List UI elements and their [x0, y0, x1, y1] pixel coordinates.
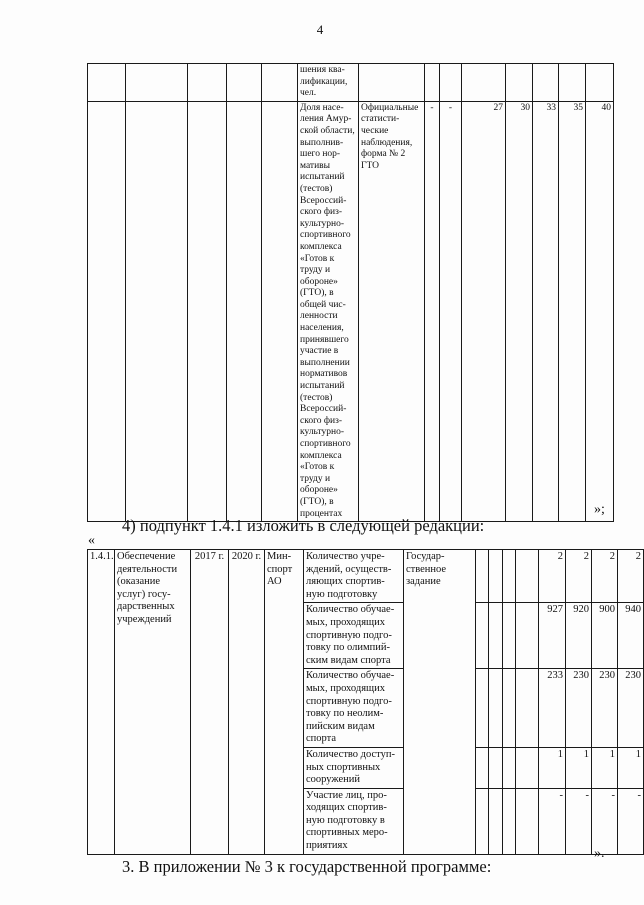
- cell-line: (ГТО), в: [300, 496, 334, 507]
- indicators-table-continued: [87, 63, 614, 522]
- table-row: [88, 550, 644, 603]
- cell-line: ским видам спорта: [306, 654, 391, 666]
- code-cell: 1.4.1.: [88, 550, 115, 855]
- value-cell: 900: [592, 603, 618, 669]
- value-cell: 927: [539, 603, 566, 669]
- cell-line: обороне»: [300, 485, 338, 496]
- value-cell: -: [592, 788, 618, 854]
- value-cell: 230: [592, 669, 618, 748]
- value-cell: 2: [618, 550, 644, 603]
- subitem-1-4-1-table: [87, 549, 644, 855]
- value-cell: 2: [566, 550, 592, 603]
- cell-line: Доля насе-: [300, 102, 344, 113]
- table-row: [88, 64, 614, 102]
- cell-line: труду и: [300, 265, 331, 276]
- value-cell: 33: [533, 101, 559, 521]
- value-cell: 920: [566, 603, 592, 669]
- value-cell: 1: [539, 747, 566, 788]
- cell-line: дарственных: [117, 601, 175, 613]
- source-cell: [359, 101, 425, 521]
- value-cell: 35: [559, 101, 586, 521]
- cell-line: спорт: [267, 563, 293, 575]
- source-cell: [404, 550, 476, 855]
- cell-line: ходящих спортив-: [306, 802, 387, 814]
- cell-line: процентах: [300, 508, 343, 519]
- value-cell: 230: [618, 669, 644, 748]
- indicator-cell: [304, 550, 404, 603]
- indicator-cell: [304, 669, 404, 748]
- cell-line: Участие лиц, про-: [306, 789, 387, 801]
- closing-quote: »;: [594, 502, 605, 517]
- cell-line: АО: [267, 576, 282, 588]
- cell-line: ского физ-: [300, 207, 343, 218]
- cell-line: ляющих спортив-: [306, 576, 385, 588]
- cell-line: «Готов к: [300, 462, 335, 473]
- cell-line: принявшего: [300, 334, 349, 345]
- cell-line: (тестов): [300, 392, 333, 403]
- cell-line: ждений, осуществ-: [306, 563, 392, 575]
- cell-line: статисти-: [361, 114, 400, 125]
- opening-quote: «: [88, 533, 95, 548]
- executor-cell: [265, 550, 304, 855]
- cell-line: (ГТО), в: [300, 288, 334, 299]
- cell-line: испытаний: [300, 172, 345, 183]
- value-cell: 27: [462, 101, 506, 521]
- cell-line: ской области,: [300, 125, 355, 136]
- cell-line: Количество учре-: [306, 551, 385, 562]
- cell-line: спортивных меро-: [306, 827, 388, 839]
- year-start-cell: 2017 г.: [191, 550, 229, 855]
- item-3-heading: 3. В приложении № 3 к государственной программе:: [122, 857, 492, 876]
- cell-line: Количество обучае-: [306, 604, 395, 616]
- cell-line: выполнении: [300, 357, 350, 368]
- value-cell: 230: [566, 669, 592, 748]
- cell-line: форма № 2: [361, 149, 406, 160]
- cell-line: наблюдения,: [361, 137, 413, 148]
- cell-line: комплекса: [300, 241, 342, 252]
- cell-line: услуг) госу-: [117, 588, 171, 600]
- cell-line: спортивную подго-: [306, 695, 392, 707]
- value-cell: 940: [618, 603, 644, 669]
- value-cell: 2: [592, 550, 618, 603]
- cell-line: ленности: [300, 311, 338, 322]
- cell-line: шего нор-: [300, 149, 341, 160]
- cell-line: нормативов: [300, 369, 348, 380]
- indicator-cell: [304, 747, 404, 788]
- cell-line: сооружений: [306, 774, 361, 786]
- cell-line: спортивного: [300, 439, 351, 449]
- cell-line: Мин-: [267, 551, 292, 562]
- cell-line: товку по неолим-: [306, 708, 384, 720]
- cell-line: культурно-: [300, 427, 345, 438]
- cell-line: ГТО: [361, 160, 380, 171]
- cell-line: товку по олимпий-: [306, 642, 390, 654]
- cell-line: Всероссий-: [300, 404, 347, 415]
- value-cell: 233: [539, 669, 566, 748]
- cell-line: ского физ-: [300, 415, 343, 426]
- cell-line: ственное: [406, 563, 447, 575]
- cell-line: культурно-: [300, 218, 345, 229]
- item-4-heading: 4) подпункт 1.4.1 изложить в следующей редакции:: [122, 516, 485, 535]
- indicator-tail-cell: шения ква- лификации, чел.: [298, 64, 359, 102]
- value-cell: -: [566, 788, 592, 854]
- cell-line: участие в: [300, 346, 339, 357]
- value-cell: 2: [539, 550, 566, 603]
- year-end-cell: 2020 г.: [229, 550, 265, 855]
- cell-line: Всероссий-: [300, 195, 347, 206]
- cell-line: (оказание: [117, 576, 161, 588]
- value-cell: -: [539, 788, 566, 854]
- indicator-cell: [304, 788, 404, 854]
- page-number: 4: [316, 22, 324, 37]
- cell-line: спортивную подго-: [306, 629, 392, 641]
- cell-line: «Готов к: [300, 253, 335, 264]
- cell-line: (тестов): [300, 183, 333, 194]
- cell-line: спортивного: [300, 230, 351, 241]
- cell-line: ления Амур-: [300, 114, 352, 125]
- cell-line: труду и: [300, 473, 331, 484]
- cell-line: ную подготовку: [306, 588, 378, 600]
- cell-line: ную подготовку в: [306, 814, 385, 826]
- dash-cell: -: [425, 101, 440, 521]
- value-cell: 1: [566, 747, 592, 788]
- cell-line: мативы: [300, 160, 331, 171]
- cell-line: деятельности: [117, 563, 178, 575]
- dash-cell: -: [440, 101, 462, 521]
- cell-line: задание: [406, 576, 441, 588]
- value-cell: 30: [506, 101, 533, 521]
- value-cell: 1: [618, 747, 644, 788]
- value-cell: -: [618, 788, 644, 854]
- cell-line: Обеспечение: [117, 551, 176, 562]
- cell-line: Официальные: [361, 102, 419, 113]
- cell-line: пийским видам: [306, 720, 375, 732]
- cell-line: ческие: [361, 125, 389, 136]
- indicator-cell: [304, 603, 404, 669]
- cell-line: Государ-: [406, 551, 445, 562]
- table-row: [88, 101, 614, 521]
- cell-line: обороне»: [300, 276, 338, 287]
- cell-line: приятиях: [306, 840, 348, 852]
- closing-quote: ».: [594, 846, 605, 861]
- cell-line: ных спортивных: [306, 761, 381, 773]
- indicator-cell: [298, 101, 359, 521]
- cell-line: спорта: [306, 733, 337, 745]
- measure-name-cell: [115, 550, 191, 855]
- value-cell: 40: [586, 101, 614, 521]
- cell-line: Количество доступ-: [306, 748, 395, 760]
- cell-line: испытаний: [300, 381, 345, 392]
- cell-line: выполнив-: [300, 137, 344, 148]
- cell-line: мых, проходящих: [306, 682, 385, 694]
- cell-line: учреждений: [117, 613, 172, 625]
- cell-line: Количество обучае-: [306, 670, 395, 682]
- cell-line: мых, проходящих: [306, 616, 385, 628]
- value-cell: 1: [592, 747, 618, 788]
- cell-line: населения,: [300, 323, 344, 334]
- cell-line: комплекса: [300, 450, 342, 461]
- cell-line: общей чис-: [300, 299, 346, 310]
